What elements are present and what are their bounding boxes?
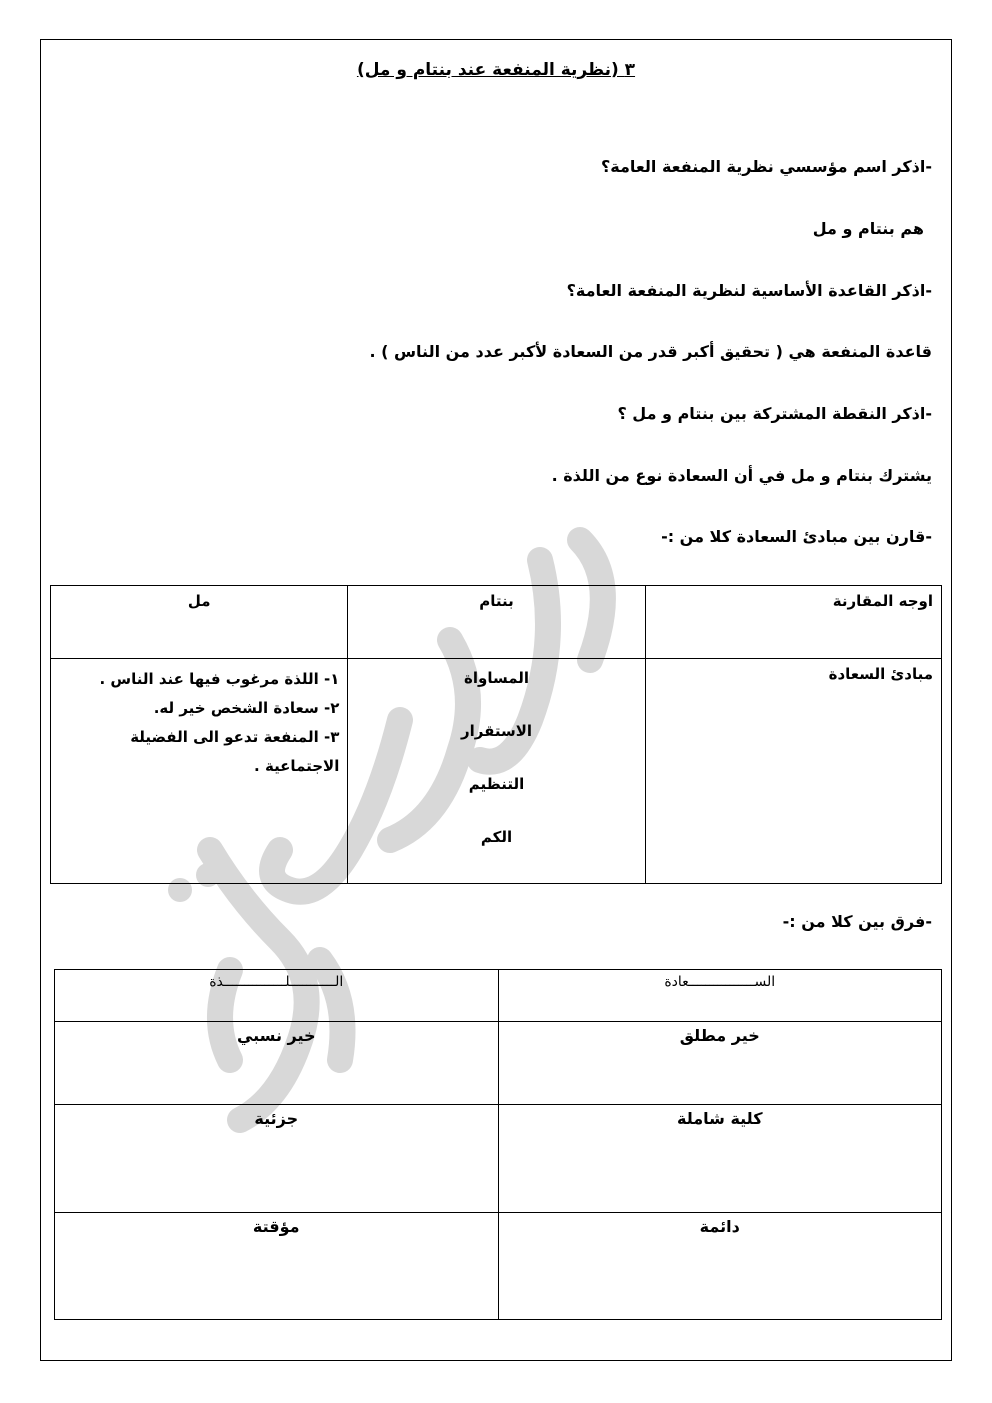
list-item: التنظيم [468,775,525,793]
table-header-row [55,970,942,1022]
header-bentham: بنتام [348,586,645,659]
mill-principles [51,659,348,884]
header-happiness: الســــــــــــــــعادة [498,970,942,1022]
list-item: ٣- المنفعة تدعو الى الفضيلة الاجتماعية . [130,728,340,775]
table-row [55,1105,942,1213]
table-header-row [51,586,942,659]
happiness-cell: خير مطلق [498,1022,942,1105]
bentham-principles [348,659,645,884]
list-item: الكم [480,828,513,846]
list-item: الاستقرار [460,722,533,740]
question-2: -اذكر القاعدة الأساسية لنظرية المنفعة العامة؟ [566,281,932,300]
happiness-cell: دائمة [498,1213,942,1320]
list-item: المساواة [464,669,530,687]
answer-3: يشترك بنتام و مل في أن السعادة نوع من اللذة . [551,466,932,485]
answer-1: هم بنتام و مل [812,219,924,238]
pleasure-cell: خير نسبي [55,1022,499,1105]
difference-table [54,969,942,1320]
pleasure-cell: مؤقتة [55,1213,499,1320]
comparison-table [50,585,942,884]
header-aspect: اوجه المقارنة [645,586,941,659]
table-row [51,659,942,884]
page-title: (نظرية المنفعة عند بنتام و مل) ٣ [356,60,636,80]
question-3: -اذكر النقطة المشتركة بين بنتام و مل ؟ [617,404,932,423]
row-label: مبادئ السعادة [645,659,941,884]
table-row [55,1022,942,1105]
compare-prompt: -قارن بين مبادئ السعادة كلا من :- [661,527,932,546]
pleasure-cell: جزئية [55,1105,499,1213]
list-item: ٢- سعادة الشخص خير له. [153,699,340,717]
answer-2: قاعدة المنفعة هي ( تحقيق أكبر قدر من السعادة لأكبر عدد من الناس ) . [369,342,932,361]
table-row [55,1213,942,1320]
header-mill: مل [51,586,348,659]
happiness-cell: كلية شاملة [498,1105,942,1213]
question-1: -اذكر اسم مؤسسي نظرية المنفعة العامة؟ [600,157,932,176]
list-item: ١- اللذة مرغوب فيها عند الناس . [99,670,340,688]
header-pleasure: الـــــــــــلـــــــــــــــذة [55,970,499,1022]
diff-prompt: -فرق بين كلا من :- [782,912,932,931]
